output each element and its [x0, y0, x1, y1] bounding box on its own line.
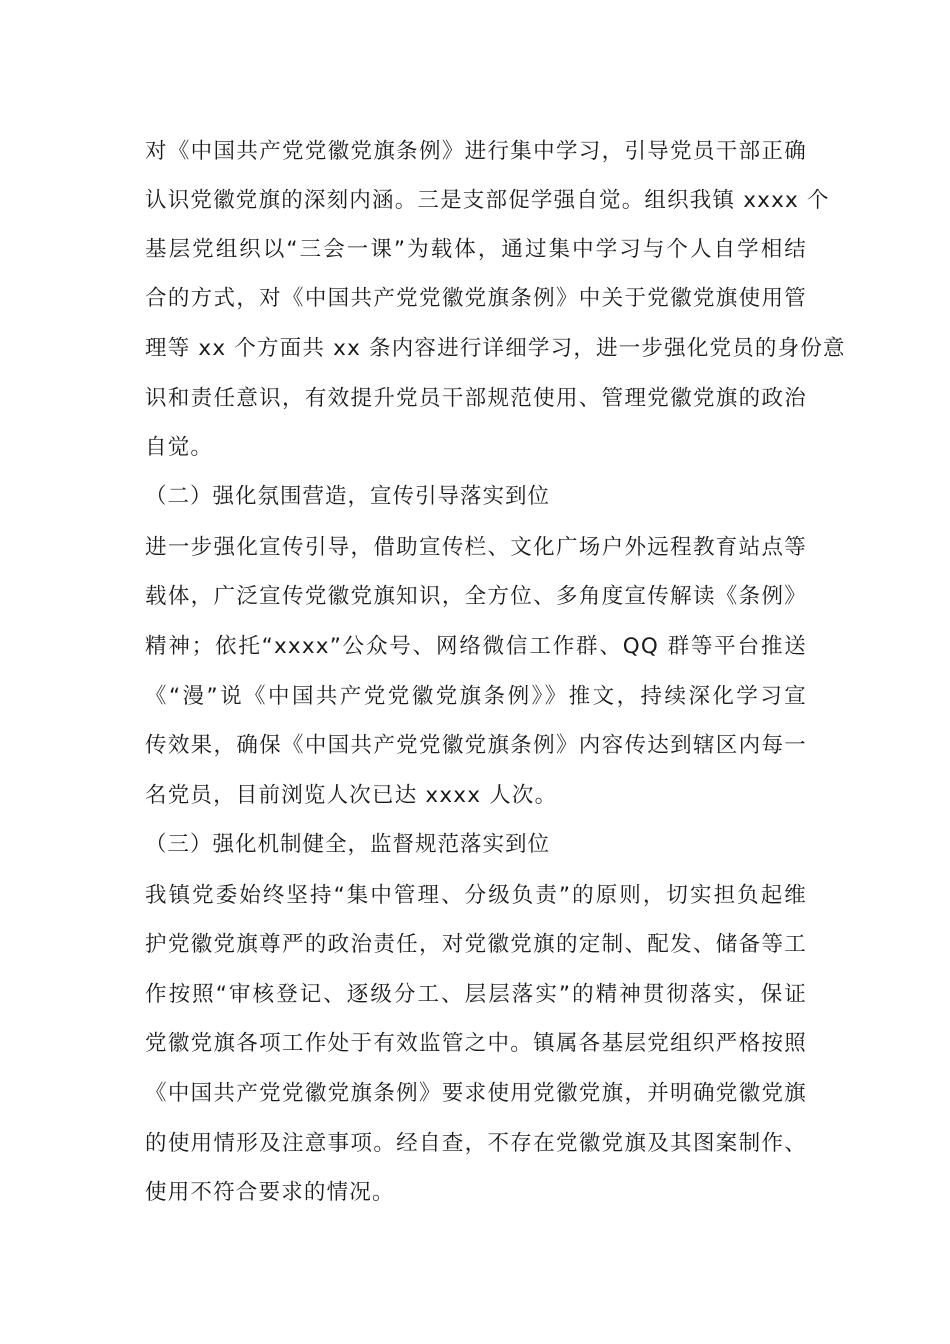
paragraph-line: 基层党组织以“三会一课”为载体，通过集中学习与个人自学相结	[145, 237, 807, 262]
paragraph-line: 进一步强化宣传引导，借助宣传栏、文化广场户外远程教育站点等	[145, 535, 807, 560]
paragraph-line: 使用不符合要求的情况。	[145, 1180, 395, 1205]
paragraph-line: 作按照“审核登记、逐级分工、层层落实”的精神贯彻落实，保证	[145, 982, 807, 1007]
paragraph-line: 护党徽党旗尊严的政治责任，对党徽党旗的定制、配发、储备等工	[145, 932, 807, 957]
paragraph-line: 载体，广泛宣传党徽党旗知识，全方位、多角度宣传解读《条例》	[145, 584, 807, 609]
paragraph-line: 精神；依托“xxxx”公众号、网络微信工作群、QQ 群等平台推送	[145, 634, 807, 659]
paragraph-line: 《“漫”说《中国共产党党徽党旗条例》》推文，持续深化学习宣	[145, 684, 807, 709]
paragraph-line: 理等 xx 个方面共 xx 条内容进行详细学习，进一步强化党员的身份意	[145, 336, 846, 361]
paragraph-line: 《中国共产党党徽党旗条例》要求使用党徽党旗，并明确党徽党旗	[145, 1081, 807, 1106]
paragraph-line: 识和责任意识，有效提升党员干部规范使用、管理党徽党旗的政治	[145, 386, 807, 411]
paragraph-line: 对《中国共产党党徽党旗条例》进行集中学习，引导党员干部正确	[145, 139, 807, 164]
paragraph-line: 我镇党委始终坚持“集中管理、分级负责”的原则，切实担负起维	[145, 883, 807, 908]
section-heading: （二）强化氛围营造，宣传引导落实到位	[145, 484, 551, 509]
paragraph-line: 传效果，确保《中国共产党党徽党旗条例》内容传达到辖区内每一	[145, 733, 807, 758]
paragraph-line: 合的方式，对《中国共产党党徽党旗条例》中关于党徽党旗使用管	[145, 286, 807, 311]
paragraph-line: 党徽党旗各项工作处于有效监管之中。镇属各基层党组织严格按照	[145, 1031, 807, 1056]
paragraph-line: 名党员，目前浏览人次已达 xxxx 人次。	[145, 783, 558, 808]
paragraph-line: 自觉。	[145, 435, 214, 460]
section-heading: （三）强化机制健全，监督规范落实到位	[145, 832, 551, 857]
paragraph-line: 的使用情形及注意事项。经自查，不存在党徽党旗及其图案制作、	[145, 1131, 807, 1156]
paragraph-line: 认识党徽党旗的深刻内涵。三是支部促学强自觉。组织我镇 xxxx 个	[145, 188, 830, 213]
